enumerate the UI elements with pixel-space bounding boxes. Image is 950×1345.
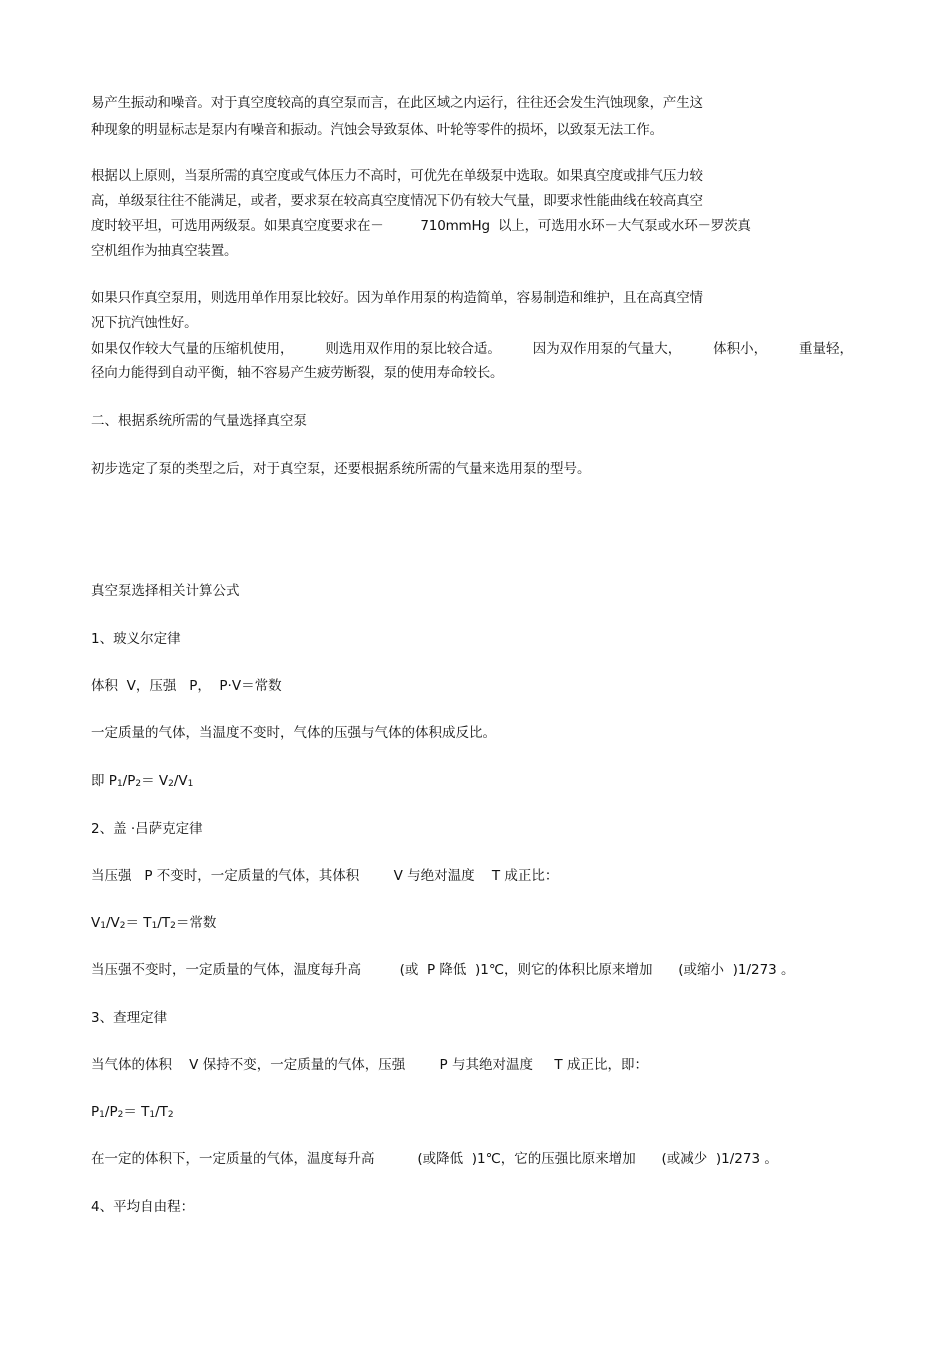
formula-line: $P_1/P_2= T_1/T_2$ [91, 1104, 174, 1120]
paragraph-line: 度时较平坦，可选用两级泵。如果真空度要求在－ 710mmHg 以上，可选用水环－大气泵或水环－罗茨真 [91, 218, 751, 234]
paragraph-line: 况下抗汽蚀性好。 [91, 315, 198, 331]
paragraph-line: 根据以上原则，当泵所需的真空度或气体压力不高时，可优先在单级泵中选取。如果真空度或排气压力较 [91, 168, 703, 184]
law-note: 在一定的体积下，一定质量的气体，温度每升高 (或降低 )1℃，它的压强比原来增加 (或减少 )1/273 。 [91, 1151, 778, 1167]
paragraph-line: 空机组作为抽真空装置。 [91, 243, 238, 259]
law-statement: 一定质量的气体，当温度不变时，气体的压强与气体的体积成反比。 [91, 725, 496, 741]
law-statement: 当气体的体积 V 保持不变，一定质量的气体，压强 P 与其绝对温度 T 成正比，即： [91, 1057, 648, 1073]
paragraph-line: 高，单级泵往往不能满足，或者，要求泵在较高真空度情况下仍有较大气量，即要求性能曲线在较高真空 [91, 193, 703, 209]
text-segment: 重量轻， [799, 341, 853, 357]
paragraph-line: 种现象的明显标志是泵内有噪音和振动。汽蚀会导致泵体、叶轮等零件的损坏，以致泵无法工作。 [91, 122, 663, 138]
text-segment: 体积小， [713, 341, 768, 357]
law-variables: 体积 V，压强 P， P·V＝常数 [91, 678, 282, 694]
formula-line: $V_1/V_2= T_1/T_2=$常数 [91, 915, 217, 931]
text-segment: 因为双作用泵的气量大， [532, 341, 682, 357]
law-statement: 当压强 P 不变时，一定质量的气体，其体积 V 与绝对温度 T 成正比： [91, 868, 559, 884]
paragraph-line: 初步选定了泵的类型之后，对于真空泵，还要根据系统所需的气量来选用泵的型号。 [91, 461, 591, 477]
paragraph-line [91, 340, 853, 358]
text-segment: 如果仅作较大气量的压缩机使用， [91, 341, 294, 357]
formulas-title: 真空泵选择相关计算公式 [91, 583, 240, 599]
law-heading: 2、盖 ·吕萨克定律 [91, 821, 203, 837]
law-heading: 4、平均自由程： [91, 1199, 195, 1215]
formula-line: 即 $P_1/P_2= V_2/V_1$ [91, 773, 194, 789]
law-heading: 3、查理定律 [91, 1010, 168, 1026]
law-note: 当压强不变时，一定质量的气体，温度每升高 (或 P 降低 )1℃，则它的体积比原来增加 (或缩小 )1/273 。 [91, 962, 795, 978]
paragraph-line: 易产生振动和噪音。对于真空度较高的真空泵而言，在此区域之内运行，往往还会发生汽蚀现象，产生这 [91, 95, 703, 111]
text-segment: 则选用双作用的泵比较合适。 [325, 341, 501, 357]
paragraph-line: 如果只作真空泵用，则选用单作用泵比较好。因为单作用泵的构造简单，容易制造和维护，且在高真空情 [91, 290, 703, 306]
section-heading: 二、根据系统所需的气量选择真空泵 [91, 413, 307, 429]
paragraph-line: 径向力能得到自动平衡，轴不容易产生疲劳断裂，泵的使用寿命较长。 [91, 365, 504, 381]
law-heading: 1、玻义尔定律 [91, 631, 181, 647]
